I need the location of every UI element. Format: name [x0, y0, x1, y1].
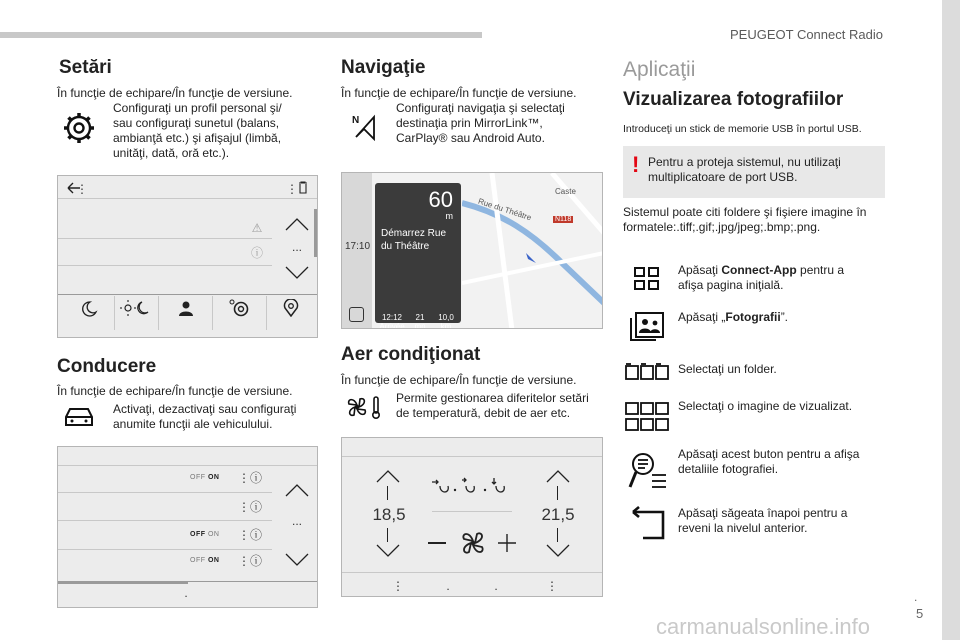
- divider: [557, 486, 558, 500]
- map-clock: 17:10: [345, 241, 371, 252]
- aer-desc-line: de temperatură, debit de aer etc.: [396, 406, 571, 420]
- divider: [58, 294, 317, 295]
- toggle-on-off[interactable]: OFF ON: [190, 531, 220, 538]
- profile-icon[interactable]: [176, 299, 194, 317]
- chevron-down-icon[interactable]: [285, 553, 309, 567]
- setari-desc-line: Configuraţi un profil personal şi/: [113, 101, 282, 115]
- divider: [58, 465, 317, 466]
- menu-dots-icon[interactable]: ⋮: [238, 471, 250, 485]
- back-arrow-icon: [630, 506, 666, 540]
- navigatie-desc-line: Configuraţi navigaţia şi selectaţi: [396, 101, 565, 115]
- scrollbar[interactable]: [58, 581, 188, 584]
- warning-icon: ⚠: [251, 221, 263, 235]
- guidance-street-line: Démarrez Rue: [381, 228, 447, 239]
- divider: [58, 492, 272, 493]
- page-indicator: .: [184, 586, 188, 600]
- step-select-image: Selectaţi o imagine de vizualizat.: [678, 399, 853, 413]
- divider: [342, 572, 602, 573]
- formats-text: [623, 205, 866, 235]
- chevron-up-icon[interactable]: [285, 217, 309, 231]
- guidance-distance: 60: [428, 187, 453, 212]
- divider: [387, 486, 388, 500]
- info-icon[interactable]: ⓘ: [250, 471, 263, 485]
- divider: [58, 549, 272, 550]
- page-indicator: .: [446, 579, 450, 593]
- fan-decrease-icon[interactable]: [428, 542, 446, 544]
- conducere-intro: În funcţie de echipare/În funcţie de versiune.: [57, 384, 293, 398]
- page-indicator: .: [494, 579, 498, 593]
- toggle-on-off[interactable]: OFF ON: [190, 557, 220, 564]
- formats-line: formatele:.tiff;.gif;.jpg/jpeg;.bmp;.png.: [623, 220, 821, 234]
- page-number: 5: [916, 606, 924, 621]
- setari-desc-line: sau configuraţi sunetul (balans,: [113, 116, 280, 130]
- subsection-title-photos: Vizualizarea fotografiilor: [623, 89, 844, 110]
- gear-settings-icon: [62, 111, 96, 145]
- navigation-map-screen: [341, 172, 603, 329]
- menu-dots-icon[interactable]: ⋮: [286, 182, 298, 196]
- info-icon[interactable]: ⓘ: [250, 528, 263, 542]
- info-icon[interactable]: ⓘ: [250, 500, 263, 514]
- map-road-label: Rue du Théâtre: [476, 196, 533, 223]
- scrollbar[interactable]: [314, 209, 317, 257]
- fan-icon: [458, 528, 488, 558]
- aer-desc-line: Permite gestionarea diferitelor setări: [396, 391, 589, 405]
- more-icon[interactable]: ...: [291, 240, 302, 254]
- menu-dots-icon[interactable]: ⋮: [238, 500, 250, 514]
- guidance-street: [381, 227, 446, 253]
- setari-intro: În funcţie de echipare/În funcţie de versiune.: [57, 86, 293, 100]
- divider: [557, 528, 558, 542]
- auto-day-night-icon[interactable]: [120, 299, 150, 317]
- aer-description: [396, 391, 589, 421]
- arrival-distance: 10,0 km: [438, 313, 454, 329]
- navigation-arrow-icon: [350, 113, 378, 141]
- chevron-up-icon[interactable]: [285, 483, 309, 497]
- map-place-label: Caste: [555, 187, 576, 196]
- section-title-navigatie: Navigaţie: [341, 57, 426, 78]
- chevron-down-icon[interactable]: [285, 266, 309, 280]
- air-distribution-icon[interactable]: [428, 476, 514, 498]
- step-details: Apăsaţi acest buton pentru a afişa detaliile fotografiei.: [678, 447, 860, 476]
- photos-icon: [629, 311, 665, 341]
- map-road-badge: N118: [555, 216, 572, 223]
- menu-dots-icon[interactable]: ⋮: [392, 579, 404, 593]
- conducere-description: [113, 402, 296, 432]
- page-marker: .: [914, 590, 918, 604]
- gear-settings-icon[interactable]: [228, 298, 252, 318]
- location-settings-icon[interactable]: [282, 299, 300, 317]
- guidance-card: [375, 183, 461, 329]
- section-title-conducere: Conducere: [57, 356, 157, 377]
- info-icon: ⓘ: [251, 246, 264, 260]
- setari-desc-line: ambianţă etc.) şi afişajul (limbă,: [113, 131, 282, 145]
- watermark: carmanualsonline.info: [656, 614, 871, 639]
- temp-right-down-icon[interactable]: [546, 544, 570, 558]
- guidance-street-line: du Théâtre: [381, 241, 430, 252]
- divider: [114, 296, 115, 330]
- toggle-on-off[interactable]: OFF ON: [190, 474, 220, 481]
- setari-desc-line: unităţi, dată, oră etc.).: [113, 146, 230, 160]
- navigatie-desc-line: CarPlay® sau Android Auto.: [396, 131, 545, 145]
- temp-left-down-icon[interactable]: [376, 544, 400, 558]
- map-app-button[interactable]: [349, 307, 364, 322]
- header-title: PEUGEOT Connect Radio: [730, 27, 883, 42]
- divider: [58, 520, 272, 521]
- divider: [342, 456, 602, 457]
- car-icon: [62, 405, 96, 429]
- guidance-distance-unit: m: [445, 211, 453, 221]
- settings-screen: [57, 175, 318, 338]
- menu-dots-icon[interactable]: ⋮: [238, 528, 250, 542]
- navigatie-desc-line: destinaţia prin MirrorLink™,: [396, 116, 543, 130]
- conducere-desc-line: anumite funcţii ale vehiculului.: [113, 417, 273, 431]
- arrival-time: 12:12 Arrivée: [379, 313, 405, 329]
- page-edge-tab: [942, 0, 960, 640]
- conducere-desc-line: Activaţi, dezactivaţi sau configuraţi: [113, 402, 297, 416]
- climate-screen: [341, 437, 603, 597]
- menu-dots-icon[interactable]: ⋮: [76, 182, 88, 196]
- usb-intro: Introduceţi un stick de memorie USB în portul USB.: [623, 123, 862, 135]
- map-roads: [462, 173, 603, 329]
- folder-row-icon: [625, 363, 669, 381]
- info-icon[interactable]: ⓘ: [250, 554, 263, 568]
- driving-screen: [57, 446, 318, 608]
- divider: [266, 296, 267, 330]
- step-connect-app: Apăsaţi Connect-App pentru a afişa pagina iniţială.: [678, 263, 845, 292]
- divider: [212, 296, 213, 330]
- trash-icon[interactable]: [298, 181, 308, 194]
- formats-line: Sistemul poate citi foldere şi fişiere imagine în: [623, 205, 867, 219]
- night-mode-icon[interactable]: [80, 300, 98, 318]
- divider: [387, 528, 388, 542]
- warning-text: [648, 155, 841, 185]
- section-title-aplicatii: Aplicaţii: [623, 58, 696, 81]
- temp-right-value: 21,5: [541, 505, 575, 524]
- divider: [58, 265, 272, 266]
- divider: [58, 198, 317, 199]
- warning-line: Pentru a proteja sistemul, nu utilizaţi: [648, 155, 841, 169]
- divider: [158, 296, 159, 330]
- more-icon[interactable]: ...: [291, 514, 302, 528]
- aer-intro: În funcţie de echipare/În funcţie de versiune.: [341, 373, 577, 387]
- section-title-aer: Aer condiţionat: [341, 344, 481, 365]
- warning-icon: !: [632, 152, 640, 177]
- temp-left-up-icon[interactable]: [376, 469, 400, 483]
- climate-fan-temperature-icon: [345, 394, 381, 420]
- image-grid-icon: [625, 401, 669, 433]
- apps-grid-icon: [633, 266, 661, 292]
- divider: [432, 511, 512, 512]
- arrival-duration: 21 mn: [414, 313, 426, 329]
- fan-increase-icon[interactable]: [496, 532, 518, 554]
- section-title-setari: Setări: [59, 57, 112, 78]
- step-photos: Apăsaţi „Fotografii”.: [678, 310, 789, 324]
- header-bar: [0, 32, 482, 38]
- divider: [58, 238, 272, 239]
- warning-line: multiplicatoare de port USB.: [648, 170, 798, 184]
- menu-dots-icon[interactable]: ⋮: [238, 554, 250, 568]
- setari-description: [113, 101, 282, 161]
- step-select-folder: Selectaţi un folder.: [678, 362, 777, 376]
- menu-dots-icon[interactable]: ⋮: [546, 579, 558, 593]
- navigatie-description: [396, 101, 565, 146]
- temp-right-up-icon[interactable]: [546, 469, 570, 483]
- details-search-icon: [628, 451, 668, 491]
- navigatie-intro: În funcţie de echipare/În funcţie de versiune.: [341, 86, 577, 100]
- temp-left-value: 18,5: [372, 505, 406, 524]
- step-back: Apăsaţi săgeata înapoi pentru a reveni la nivelul anterior.: [678, 506, 848, 535]
- svg-text:N: N: [352, 115, 360, 126]
